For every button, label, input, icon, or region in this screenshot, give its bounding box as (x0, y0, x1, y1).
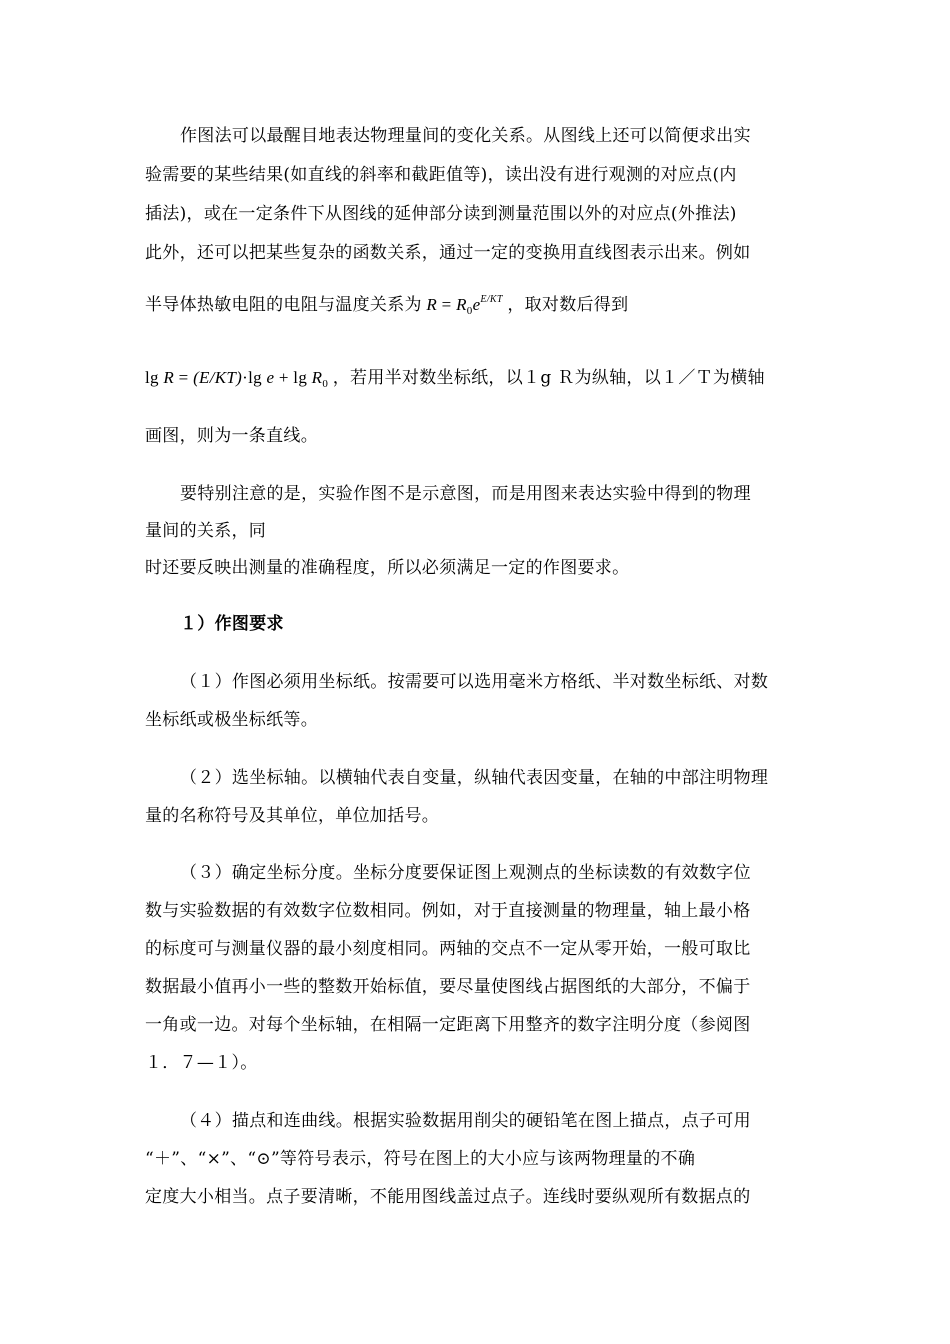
list-item-line: （２）选坐标轴。以横轴代表自变量，纵轴代表因变量，在轴的中部注明物理 (180, 768, 769, 788)
paragraph-line: 作图法可以最醒目地表达物理量间的变化关系。从图线上还可以简便求出实 (180, 126, 751, 146)
list-item-line: （１）作图必须用坐标纸。按需要可以选用毫米方格纸、半对数坐标纸、对数 (180, 672, 769, 692)
paragraph-line-with-formula (145, 366, 765, 396)
section-heading: １）作图要求 (180, 614, 284, 634)
list-item-line: 一角或一边。对每个坐标轴，在相隔一定距离下用整齐的数字注明分度（参阅图 (145, 1015, 751, 1035)
paragraph-text: ，若用半对数坐标纸，以１g Ｒ为纵轴，以１／Ｔ为横轴 (332, 368, 765, 388)
paragraph-line: 量间的关系，同 (145, 521, 267, 541)
list-item-line: 坐标纸或极坐标纸等。 (145, 710, 318, 730)
paragraph-line: 插法)，或在一定条件下从图线的延伸部分读到测量范围以外的对应点(外推法) (145, 204, 737, 224)
list-item-line: （３）确定坐标分度。坐标分度要保证图上观测点的坐标读数的有效数字位 (180, 863, 751, 883)
paragraph-line-with-formula (145, 288, 628, 323)
list-item-line: 数据最小值再小一些的整数开始标值，要尽量使图线占据图纸的大部分，不偏于 (145, 977, 751, 997)
paragraph-text: ，取对数后得到 (507, 295, 629, 315)
list-item-line: 定度大小相当。点子要清晰，不能用图线盖过点子。连线时要纵观所有数据点的 (145, 1187, 751, 1207)
paragraph-line: 验需要的某些结果(如直线的斜率和截距值等)，读出没有进行观测的对应点(内 (145, 165, 737, 185)
paragraph-line: 此外，还可以把某些复杂的函数关系，通过一定的变换用直线图表示出来。例如 (145, 243, 751, 263)
paragraph-line: 时还要反映出测量的准确程度，所以必须满足一定的作图要求。 (145, 558, 630, 578)
paragraph-line: 要特别注意的是，实验作图不是示意图，而是用图来表达实验中得到的物理 (180, 484, 751, 504)
formula-resistance-temperature: $R = R_0e^{E/KT}$ (426, 294, 503, 317)
list-item-line: “＋”、“×”、“⊙”等符号表示，符号在图上的大小应与该两物理量的不确 (145, 1149, 696, 1169)
list-item-line: 的标度可与测量仪器的最小刻度相同。两轴的交点不一定从零开始，一般可取比 (145, 939, 751, 959)
list-item-line: 量的名称符号及其单位，单位加括号。 (145, 806, 440, 826)
paragraph-line: 画图，则为一条直线。 (145, 426, 318, 446)
list-item-line: （４）描点和连曲线。根据实验数据用削尖的硬铅笔在图上描点，点子可用 (180, 1111, 751, 1131)
list-item-line: 数与实验数据的有效数字位数相同。例如，对于直接测量的物理量，轴上最小格 (145, 901, 751, 921)
list-item-line: １．７—１）。 (145, 1053, 258, 1073)
paragraph-text: 半导体热敏电阻的电阻与温度关系为 (145, 295, 422, 315)
formula-log-resistance: lg R = (E/KT)·lg $e + \lg R_0$ (145, 368, 329, 390)
